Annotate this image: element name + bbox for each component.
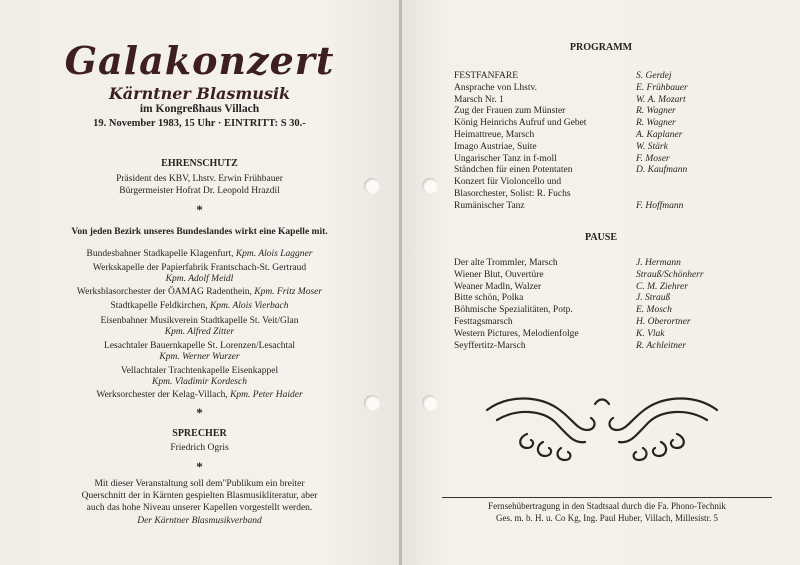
band-entry <box>0 248 399 260</box>
band-entry: Werkskapelle der Papierfabrik Frantschach-St. Gertraud <box>92 263 307 273</box>
band-conductor-text: Kpm. Werner Wurzer <box>159 352 240 362</box>
venue-line: im Kongreßhaus Villach <box>139 103 260 115</box>
program-piece: Konzert für Violoncello und <box>454 177 562 188</box>
program-composer: J. Hermann <box>636 258 681 268</box>
program-composer: R. Achleitner <box>636 340 686 351</box>
program-piece: FESTFANFARE <box>454 71 519 81</box>
program-composer: A. Kaplaner <box>636 130 683 140</box>
band-conductor-text: Kpm. Adolf Meidl <box>165 274 234 284</box>
footer-line: Fernsehübertragung in den Stadtsaal durch die Fa. Phono-Technik <box>488 501 726 511</box>
band-entry: Lesachtaler Bauernkapelle St. Lorenzen/Lesachtal <box>104 341 295 351</box>
program-piece: Western Pictures, Melodienfolge <box>454 328 579 339</box>
right-page <box>402 0 800 565</box>
band-name: Stadtkapelle Feldkirchen, <box>110 301 208 311</box>
band-conductor <box>0 376 399 388</box>
band-conductor-text: Kpm. Vladimir Kordesch <box>152 377 247 387</box>
program-composer: R. Wagner <box>636 118 676 129</box>
program-piece: Wiener Blut, Ouvertüre <box>454 269 544 280</box>
programm-heading: PROGRAMM <box>569 42 633 53</box>
band-name: Werksorchester der Kelag-Villach, <box>96 390 228 400</box>
left-page <box>0 0 399 565</box>
band-entry: Vellachtaler Trachtenkapelle Eisenkappel <box>120 366 279 376</box>
closing-line: Mit dieser Veranstaltung soll dem"Publikum ein breiter <box>94 479 305 489</box>
program-composer: S. Gerdej <box>636 71 672 81</box>
signature: Der Kärntner Blasmusikverband <box>137 516 262 526</box>
program-piece: Zug der Frauen zum Münster <box>454 106 566 117</box>
program-composer: F. Hoffmann <box>636 200 684 211</box>
punch-hole <box>364 395 380 411</box>
band-conductor <box>0 273 399 285</box>
star-divider: * <box>196 202 203 217</box>
program-composer: W. Stärk <box>636 141 668 152</box>
program-piece: Marsch Nr. 1 <box>454 94 504 105</box>
program-piece: Rumänischer Tanz <box>454 200 525 211</box>
program-piece: Blasorchester, Solist: R. Fuchs <box>454 189 571 199</box>
program-piece: Bitte schön, Polka <box>454 293 524 304</box>
band-conductor: Kpm. Alois Vierbach <box>209 301 289 311</box>
punch-hole <box>422 178 438 194</box>
band-name: Bundesbahner Stadkapelle Klagenfurt, <box>86 249 234 259</box>
program-composer: E. Frühbauer <box>636 82 688 93</box>
band-entry <box>0 286 399 298</box>
program-piece: Weaner Madln, Walzer <box>454 281 542 292</box>
date-line: 19. November 1983, 15 Uhr · EINTRITT: S 30.- <box>93 118 306 129</box>
program-composer: Strauß/Schönherr <box>636 269 704 280</box>
band-conductor <box>0 351 399 363</box>
footer-line: Ges. m. b. H. u. Co Kg, Ing. Paul Huber, Villach, Millesistr. 5 <box>496 513 718 523</box>
program-piece: Imago Austriae, Suite <box>454 141 537 152</box>
program-piece: Ungarischer Tanz in f-moll <box>454 153 557 164</box>
tv-footer <box>442 497 772 524</box>
ehrenschutz-line: Präsident des KBV, Lhstv. Erwin Frühbauer <box>116 174 283 184</box>
sprecher-name: Friedrich Ogris <box>170 443 229 453</box>
program-piece: Seyffertitz-Marsch <box>454 340 526 351</box>
program-composer: F. Moser <box>636 153 670 164</box>
band-conductor: Kpm. Alois Laggner <box>235 249 313 259</box>
program-piece: Der alte Trommler, Marsch <box>454 258 558 268</box>
program-composer: E. Mosch <box>636 305 672 316</box>
concert-subtitle: Kärntner Blasmusik <box>108 84 291 103</box>
band-entry: Eisenbahner Musikverein Stadtkapelle St. Veit/Glan <box>100 316 299 326</box>
program-piece: Ansprache von Lhstv. <box>454 82 538 93</box>
program-composer: K. Vlak <box>636 328 665 339</box>
pause-heading: PAUSE <box>584 232 618 243</box>
program-piece: Heimattreue, Marsch <box>454 130 535 140</box>
program-composer: C. M. Ziehrer <box>636 281 688 292</box>
band-name: Werksblasorchester der ÖAMAG Radenthein, <box>76 287 252 297</box>
program-piece: Böhmische Spezialitäten, Potp. <box>454 305 573 316</box>
band-entry <box>0 389 399 401</box>
program-piece: Festtagsmarsch <box>454 317 513 327</box>
program-piece: König Heinrichs Aufruf und Gebet <box>454 118 587 129</box>
closing-line: Querschnitt der in Kärnten gespielten Blasmusikliteratur, aber <box>81 491 318 501</box>
program-composer: W. A. Mozart <box>636 94 686 105</box>
bezirk-line: Von jeden Bezirk unseres Bundeslandes wirkt eine Kapelle mit. <box>71 227 328 237</box>
program-composer: R. Wagner <box>636 106 676 117</box>
band-conductor-text: Kpm. Alfred Zitter <box>164 327 235 337</box>
concert-title: Galakonzert <box>64 38 335 83</box>
sprecher-heading: SPRECHER <box>172 428 227 439</box>
star-divider: * <box>196 459 203 474</box>
ornament-icon <box>477 390 727 470</box>
band-conductor <box>0 326 399 338</box>
band-entry <box>0 300 399 312</box>
band-conductor: Kpm. Fritz Moser <box>254 287 323 297</box>
program-piece: Ständchen für einen Potentaten <box>454 165 573 176</box>
program-composer: H. Oberortner <box>636 317 691 327</box>
punch-hole <box>364 178 380 194</box>
ehrenschutz-line: Bürgermeister Hofrat Dr. Leopold Hrazdil <box>119 186 280 196</box>
ehrenschutz-heading: EHRENSCHUTZ <box>161 158 238 169</box>
band-conductor: Kpm. Peter Haider <box>230 390 303 400</box>
closing-line: auch das hohe Niveau unserer Kapellen vorgestellt werden. <box>86 503 313 513</box>
program-composer: D. Kaufmann <box>636 165 688 176</box>
punch-hole <box>422 395 438 411</box>
star-divider: * <box>196 405 203 420</box>
program-composer: J. Strauß <box>636 293 671 304</box>
